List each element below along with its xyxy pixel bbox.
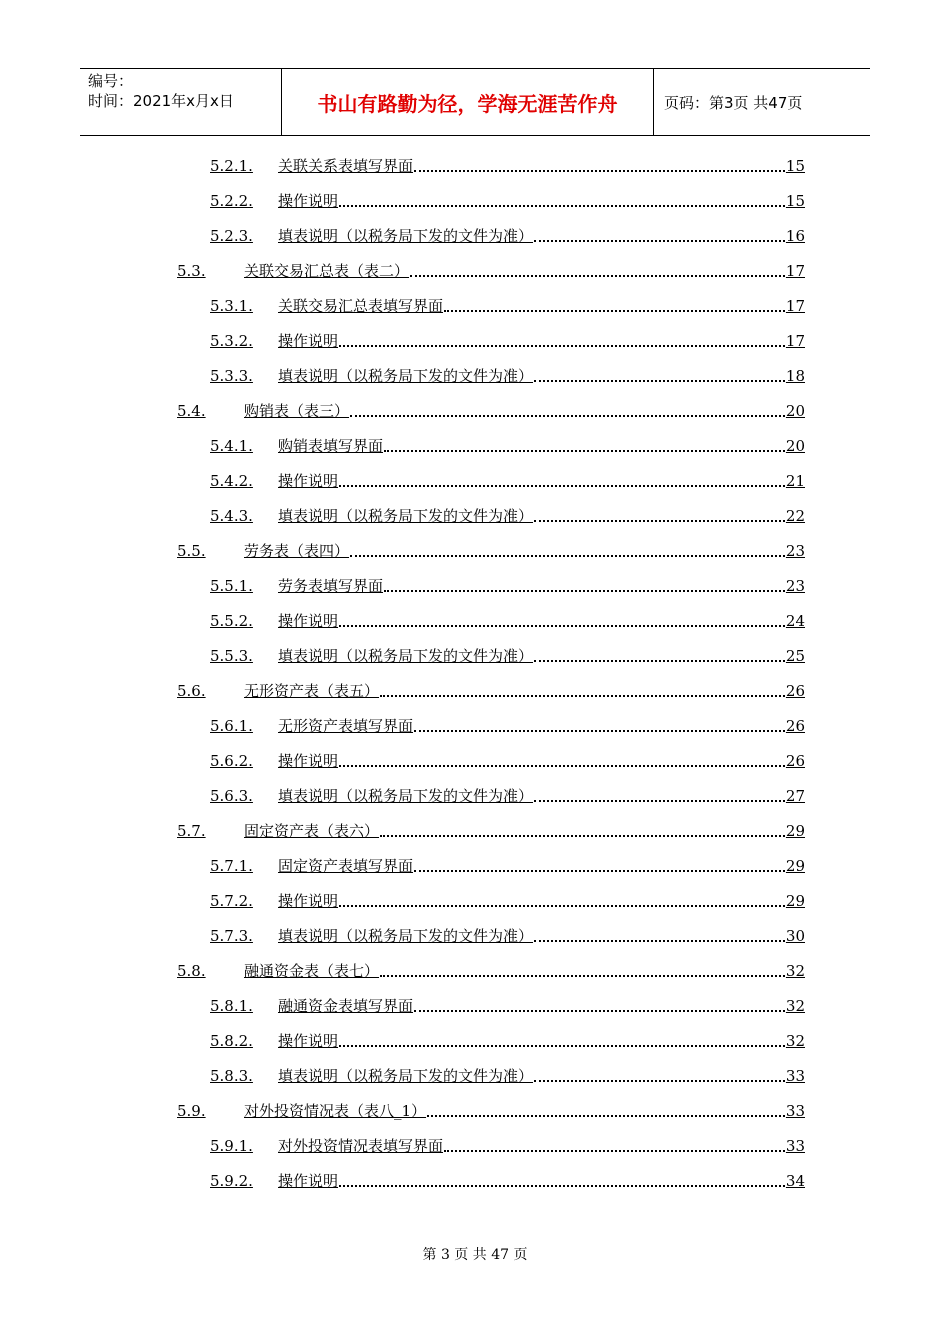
toc-entry-number[interactable]: 5.6.1. xyxy=(210,717,253,735)
toc-section-entry[interactable] xyxy=(177,538,805,560)
toc-subsection-entry[interactable] xyxy=(210,713,805,735)
toc-dot-leader xyxy=(339,345,785,347)
toc-entry-number[interactable]: 5.4. xyxy=(177,402,206,420)
toc-dot-leader xyxy=(339,905,785,907)
toc-entry-page-number[interactable]: 29 xyxy=(785,857,805,875)
toc-entry-page-number[interactable]: 23 xyxy=(785,542,805,560)
toc-entry-number[interactable]: 5.9. xyxy=(177,1102,206,1120)
toc-dot-leader xyxy=(414,170,785,172)
header-time-label: 时间：2021年x月x日 xyxy=(88,92,234,110)
toc-section-entry[interactable] xyxy=(177,818,805,840)
page-footer: 第 3 页 共 47 页 xyxy=(422,1247,528,1263)
toc-entry-number[interactable]: 5.6.2. xyxy=(210,752,253,770)
toc-entry-page-number[interactable]: 29 xyxy=(785,892,805,910)
toc-entry-title[interactable]: 购销表（表三） xyxy=(244,402,350,420)
toc-entry-number[interactable]: 5.3.2. xyxy=(210,332,253,350)
page-header xyxy=(80,68,870,136)
toc-entry-title[interactable]: 关联关系表填写界面 xyxy=(278,157,414,175)
toc-entry-page-number[interactable]: 26 xyxy=(785,717,805,735)
header-meta xyxy=(80,69,282,135)
toc-subsection-entry[interactable] xyxy=(210,468,805,490)
toc-entry-title[interactable]: 融通资金表（表七） xyxy=(244,962,380,980)
toc-entry-number[interactable]: 5.2.2. xyxy=(210,192,253,210)
toc-dot-leader xyxy=(339,485,785,487)
toc-entry-title[interactable]: 劳务表（表四） xyxy=(244,542,350,560)
toc-entry-title[interactable]: 固定资产表（表六） xyxy=(244,822,380,840)
toc-subsection-entry[interactable] xyxy=(210,503,805,525)
toc-entry-number[interactable]: 5.5.1. xyxy=(210,577,253,595)
toc-entry-page-number[interactable]: 22 xyxy=(785,507,805,525)
toc-entry-page-number[interactable]: 33 xyxy=(785,1102,805,1120)
toc-entry-page-number[interactable]: 17 xyxy=(785,297,805,315)
toc-entry-page-number[interactable]: 33 xyxy=(785,1067,805,1085)
toc-section-entry[interactable] xyxy=(177,258,805,280)
header-motto: 书山有路勤为径，学海无涯苦作舟 xyxy=(282,69,654,135)
toc-dot-leader xyxy=(350,555,785,557)
toc-section-entry[interactable] xyxy=(177,1098,805,1120)
toc-entry-title[interactable]: 操作说明 xyxy=(278,1172,339,1190)
toc-entry-number[interactable]: 5.8.3. xyxy=(210,1067,253,1085)
toc-entry-title[interactable]: 填表说明（以税务局下发的文件为准） xyxy=(278,507,534,525)
toc-entry-page-number[interactable]: 18 xyxy=(785,367,805,385)
toc-entry-number[interactable]: 5.5.3. xyxy=(210,647,253,665)
header-page-label: 页码：第3页 共47页 xyxy=(664,93,803,112)
toc-subsection-entry[interactable] xyxy=(210,888,805,910)
toc-entry-page-number[interactable]: 34 xyxy=(785,1172,805,1190)
toc-entry-title[interactable]: 操作说明 xyxy=(278,192,339,210)
toc-subsection-entry[interactable] xyxy=(210,853,805,875)
toc-dot-leader xyxy=(444,1150,785,1152)
toc-dot-leader xyxy=(427,1115,785,1117)
toc-section-entry[interactable] xyxy=(177,398,805,420)
toc-dot-leader xyxy=(339,765,785,767)
toc-entry-number[interactable]: 5.8. xyxy=(177,962,206,980)
toc-entry-title[interactable]: 融通资金表填写界面 xyxy=(278,997,414,1015)
toc-entry-page-number[interactable]: 30 xyxy=(785,927,805,945)
toc-dot-leader xyxy=(380,835,785,837)
toc-subsection-entry[interactable] xyxy=(210,1133,805,1155)
toc-entry-number[interactable]: 5.7.2. xyxy=(210,892,253,910)
toc-entry-title[interactable]: 填表说明（以税务局下发的文件为准） xyxy=(278,647,534,665)
toc-entry-page-number[interactable]: 17 xyxy=(785,332,805,350)
toc-entry-title[interactable]: 填表说明（以税务局下发的文件为准） xyxy=(278,227,534,245)
toc-dot-leader xyxy=(534,380,785,382)
toc-entry-page-number[interactable]: 17 xyxy=(785,262,805,280)
toc-entry-title[interactable]: 对外投资情况表（表八_1） xyxy=(244,1102,427,1120)
toc-entry-page-number[interactable]: 15 xyxy=(785,157,805,175)
toc-entry-page-number[interactable]: 29 xyxy=(785,822,805,840)
toc-dot-leader xyxy=(414,730,785,732)
toc-subsection-entry[interactable] xyxy=(210,188,805,210)
toc-entry-page-number[interactable]: 23 xyxy=(785,577,805,595)
toc-entry-number[interactable]: 5.8.2. xyxy=(210,1032,253,1050)
toc-dot-leader xyxy=(339,625,785,627)
toc-entry-number[interactable]: 5.9.2. xyxy=(210,1172,253,1190)
toc-entry-page-number[interactable]: 32 xyxy=(785,1032,805,1050)
toc-dot-leader xyxy=(534,520,785,522)
toc-entry-page-number[interactable]: 16 xyxy=(785,227,805,245)
toc-entry-number[interactable]: 5.3.3. xyxy=(210,367,253,385)
toc-subsection-entry[interactable] xyxy=(210,608,805,630)
toc-entry-title[interactable]: 对外投资情况表填写界面 xyxy=(278,1137,444,1155)
toc-dot-leader xyxy=(534,1080,785,1082)
toc-entry-page-number[interactable]: 20 xyxy=(785,402,805,420)
toc-section-entry[interactable] xyxy=(177,678,805,700)
header-id-label: 编号： xyxy=(88,72,134,90)
toc-dot-leader xyxy=(384,450,785,452)
toc-entry-title[interactable]: 填表说明（以税务局下发的文件为准） xyxy=(278,1067,534,1085)
toc-entry-number[interactable]: 5.5. xyxy=(177,542,206,560)
toc-entry-page-number[interactable]: 33 xyxy=(785,1137,805,1155)
toc-dot-leader xyxy=(380,695,785,697)
toc-entry-title[interactable]: 固定资产表填写界面 xyxy=(278,857,414,875)
toc-entry-title[interactable]: 操作说明 xyxy=(278,892,339,910)
toc-dot-leader xyxy=(534,940,785,942)
toc-section-entry[interactable] xyxy=(177,958,805,980)
toc-entry-number[interactable]: 5.4.1. xyxy=(210,437,253,455)
toc-subsection-entry[interactable] xyxy=(210,573,805,595)
toc-entry-page-number[interactable]: 21 xyxy=(785,472,805,490)
toc-dot-leader xyxy=(534,240,785,242)
toc-entry-title[interactable]: 操作说明 xyxy=(278,612,339,630)
toc-entry-number[interactable]: 5.3.1. xyxy=(210,297,253,315)
toc-subsection-entry[interactable] xyxy=(210,1063,805,1085)
toc-entry-number[interactable]: 5.4.3. xyxy=(210,507,253,525)
toc-subsection-entry[interactable] xyxy=(210,923,805,945)
toc-dot-leader xyxy=(339,1185,785,1187)
toc-entry-number[interactable]: 5.7.3. xyxy=(210,927,253,945)
toc-entry-number[interactable]: 5.8.1. xyxy=(210,997,253,1015)
toc-subsection-entry[interactable] xyxy=(210,328,805,350)
toc-subsection-entry[interactable] xyxy=(210,153,805,175)
toc-entry-number[interactable]: 5.4.2. xyxy=(210,472,253,490)
toc-entry-title[interactable]: 操作说明 xyxy=(278,332,339,350)
toc-entry-title[interactable]: 填表说明（以税务局下发的文件为准） xyxy=(278,367,534,385)
toc-entry-number[interactable]: 5.2.3. xyxy=(210,227,253,245)
toc-entry-title[interactable]: 关联交易汇总表（表二） xyxy=(244,262,410,280)
toc-entry-page-number[interactable]: 26 xyxy=(785,752,805,770)
toc-subsection-entry[interactable] xyxy=(210,783,805,805)
toc-entry-page-number[interactable]: 32 xyxy=(785,962,805,980)
toc-subsection-entry[interactable] xyxy=(210,433,805,455)
toc-dot-leader xyxy=(410,275,785,277)
toc-entry-number[interactable]: 5.7. xyxy=(177,822,206,840)
toc-entry-title[interactable]: 操作说明 xyxy=(278,1032,339,1050)
toc-dot-leader xyxy=(534,660,785,662)
toc-dot-leader xyxy=(339,205,785,207)
toc-entry-number[interactable]: 5.6. xyxy=(177,682,206,700)
toc-entry-number[interactable]: 5.5.2. xyxy=(210,612,253,630)
toc-subsection-entry[interactable] xyxy=(210,363,805,385)
toc-entry-title[interactable]: 购销表填写界面 xyxy=(278,437,384,455)
toc-dot-leader xyxy=(444,310,785,312)
toc-entry-page-number[interactable]: 27 xyxy=(785,787,805,805)
toc-dot-leader xyxy=(350,415,785,417)
toc-dot-leader xyxy=(380,975,785,977)
toc-entry-number[interactable]: 5.6.3. xyxy=(210,787,253,805)
toc-entry-title[interactable]: 填表说明（以税务局下发的文件为准） xyxy=(278,927,534,945)
toc-entry-number[interactable]: 5.9.1. xyxy=(210,1137,253,1155)
toc-subsection-entry[interactable] xyxy=(210,643,805,665)
toc-subsection-entry[interactable] xyxy=(210,1028,805,1050)
toc-entry-page-number[interactable]: 20 xyxy=(785,437,805,455)
toc-entry-title[interactable]: 操作说明 xyxy=(278,752,339,770)
toc-entry-number[interactable]: 5.2.1. xyxy=(210,157,253,175)
toc-entry-title[interactable]: 劳务表填写界面 xyxy=(278,577,384,595)
toc-entry-page-number[interactable]: 25 xyxy=(785,647,805,665)
toc-dot-leader xyxy=(414,870,785,872)
toc-dot-leader xyxy=(534,800,785,802)
toc-entry-page-number[interactable]: 24 xyxy=(785,612,805,630)
toc-dot-leader xyxy=(384,590,785,592)
toc-subsection-entry[interactable] xyxy=(210,293,805,315)
toc-entry-title[interactable]: 无形资产表填写界面 xyxy=(278,717,414,735)
toc-entry-page-number[interactable]: 26 xyxy=(785,682,805,700)
toc-entry-number[interactable]: 5.3. xyxy=(177,262,206,280)
toc-entry-page-number[interactable]: 15 xyxy=(785,192,805,210)
toc-dot-leader xyxy=(339,1045,785,1047)
toc-subsection-entry[interactable] xyxy=(210,223,805,245)
toc-entry-title[interactable]: 关联交易汇总表填写界面 xyxy=(278,297,444,315)
toc-subsection-entry[interactable] xyxy=(210,748,805,770)
toc-dot-leader xyxy=(414,1010,785,1012)
toc-entry-title[interactable]: 填表说明（以税务局下发的文件为准） xyxy=(278,787,534,805)
toc-entry-page-number[interactable]: 32 xyxy=(785,997,805,1015)
toc-entry-number[interactable]: 5.7.1. xyxy=(210,857,253,875)
toc-subsection-entry[interactable] xyxy=(210,1168,805,1190)
toc-entry-title[interactable]: 操作说明 xyxy=(278,472,339,490)
toc-entry-title[interactable]: 无形资产表（表五） xyxy=(244,682,380,700)
toc-subsection-entry[interactable] xyxy=(210,993,805,1015)
